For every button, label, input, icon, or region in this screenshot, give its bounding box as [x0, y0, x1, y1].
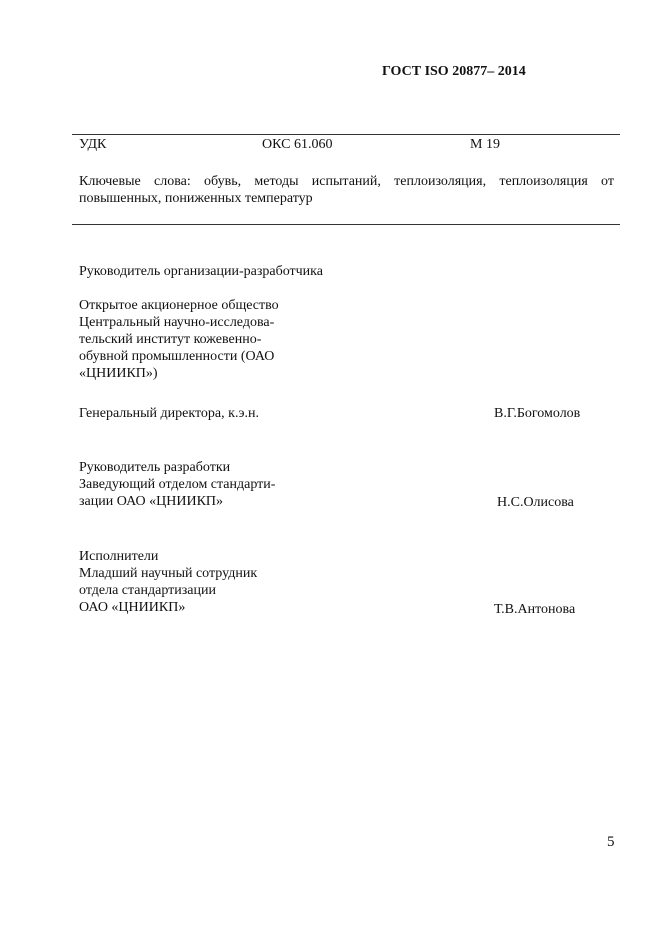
org-name [79, 297, 319, 382]
document-header: ГОСТ ISO 20877– 2014 [382, 64, 526, 79]
executors-line: отдела стандартизации [79, 583, 216, 598]
director-title: Генеральный директора, к.э.н. [79, 406, 259, 421]
executor-name: Т.В.Антонова [494, 602, 576, 617]
org-name-line: Центральный научно-исследова- [79, 315, 275, 330]
page-number: 5 [607, 834, 615, 850]
executors-block [79, 548, 339, 616]
director-name: В.Г.Богомолов [494, 406, 581, 421]
org-name-line: «ЦНИИКП») [79, 366, 158, 381]
top-divider [72, 134, 620, 135]
org-name-line: тельский институт кожевенно- [79, 332, 262, 347]
development-lead-name: Н.С.Олисова [497, 495, 574, 510]
keywords-paragraph: Ключевые слова: обувь, методы испытаний, теплоизоляция, теплоизоляция от повышенных, пониженных температур [79, 174, 614, 206]
executors-line: Исполнители [79, 549, 159, 564]
org-name-line: Открытое акционерное общество [79, 298, 279, 313]
executors-line: Младший научный сотрудник [79, 566, 258, 581]
udk-label: УДК [79, 137, 107, 152]
executors-line: ОАО «ЦНИИКП» [79, 600, 186, 615]
bottom-divider [72, 224, 620, 225]
oks-code: ОКС 61.060 [262, 137, 333, 152]
org-name-line: обувной промышленности (ОАО [79, 349, 275, 364]
development-line: зации ОАО «ЦНИИКП» [79, 494, 224, 509]
development-line: Заведующий отделом стандарти- [79, 477, 276, 492]
development-lead-block [79, 459, 339, 510]
development-line: Руководитель разработки [79, 460, 231, 475]
org-heading: Руководитель организации-разработчика [79, 264, 323, 279]
group-mark: М 19 [470, 137, 500, 152]
